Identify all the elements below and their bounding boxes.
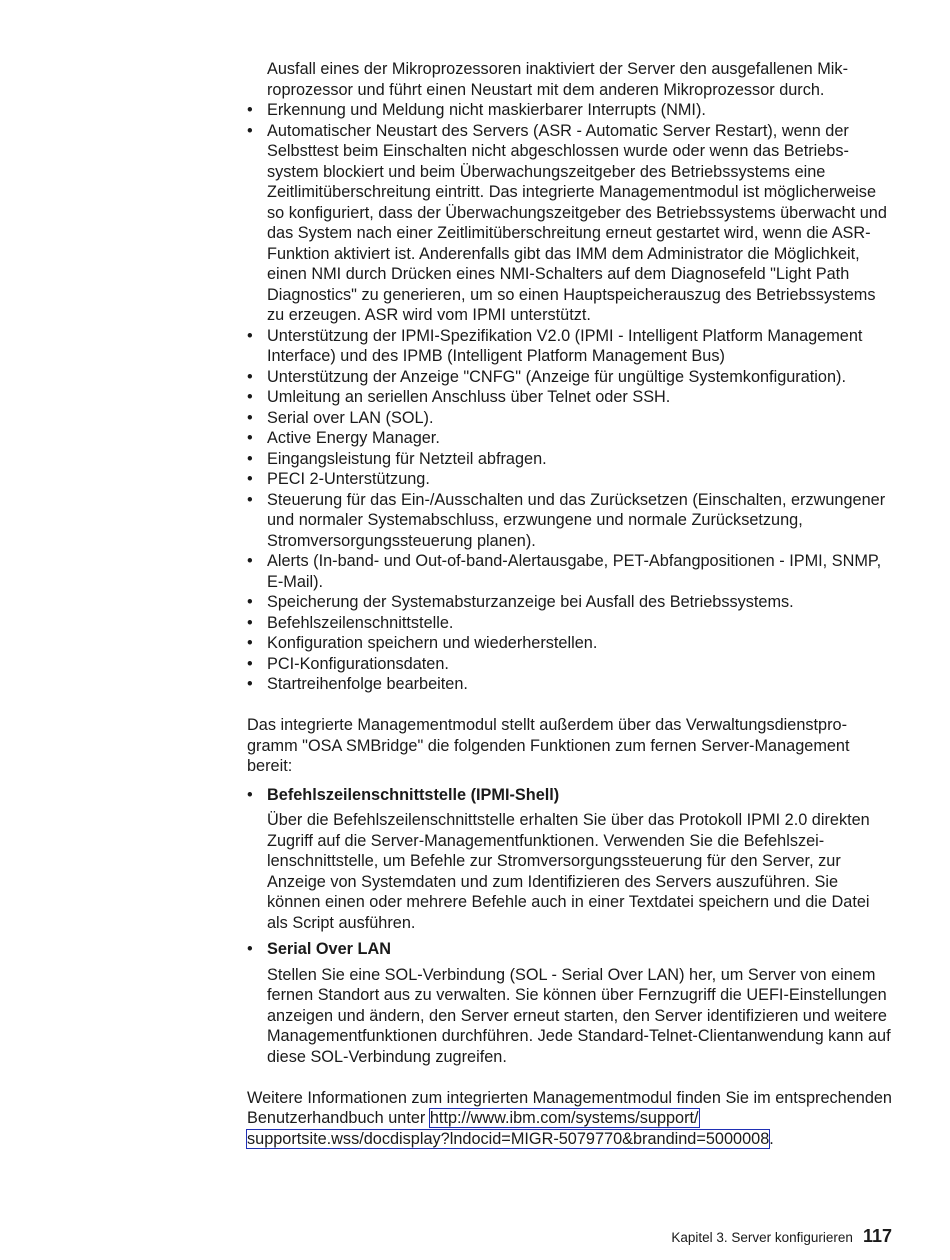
function-item-ipmi-shell	[247, 785, 892, 934]
list-item: • Serial over LAN (SOL).	[247, 408, 892, 429]
support-link-part1[interactable]: http://www.ibm.com/systems/support/	[429, 1109, 699, 1127]
page-number: 117	[862, 1226, 892, 1246]
function-item-serial-over-lan	[247, 939, 892, 1067]
closing-text: Weitere Informationen zum integrierten Managementmodul finden Sie im entsprechenden Benutzerhandbuch unter	[247, 1088, 892, 1127]
list-item: • Active Energy Manager.	[247, 428, 892, 449]
list-item: • Eingangsleistung für Netzteil abfragen.	[247, 449, 892, 470]
document-body	[247, 59, 892, 1149]
list-item: • Erkennung und Meldung nicht maskierbarer Interrupts (NMI).	[247, 100, 892, 121]
closing-paragraph	[247, 1088, 892, 1150]
function-description: Über die Befehlszeilenschnittstelle erhalten Sie über das Protokoll IPMI 2.0 direkten Zugriff auf die Server-Managementfunktionen. Verwenden Sie die Befehlszeilenschnittstelle, um Befehle zur Stromversorgungssteuerung für den Server, zur Anzeige von Systemdaten und zum Identifizieren des Servers auszuführen. Sie können einen oder mehrere Befehle auch in einer Textdatei speichern und die Datei als Script ausführen.	[267, 811, 870, 932]
function-title: • Serial Over LAN	[267, 940, 391, 958]
support-link-part2[interactable]: supportsite.wss/docdisplay?lndocid=MIGR-5079770&brandind=5000008	[247, 1129, 770, 1148]
list-item: • Startreihenfolge bearbeiten.	[247, 674, 892, 695]
closing-period: .	[769, 1129, 774, 1148]
list-item: • Unterstützung der IPMI-Spezifikation V2.0 (IPMI - Intelligent Platform Management Interface) und des IPMB (Intelligent Platform Management Bus)	[247, 326, 892, 367]
list-item: • Automatischer Neustart des Servers (ASR - Automatic Server Restart), wenn der Selbsttest beim Einschalten nicht abgeschlossen wurde oder wenn das Betriebssystem blockiert und beim Überwachungszeitgeber des Betriebssystems eine Zeitlimitüberschreitung eintritt. Das integrierte Managementmodul ist möglicherweise so konfiguriert, dass der Überwachungszeitgeber des Betriebssystems überwacht und das System nach einer Zeitlimitüberschreitung erneut gestartet wird, wenn die ASR-Funktion aktiviert ist. Anderenfalls gibt das IMM dem Administrator die Möglichkeit, einen NMI durch Drücken eines NMI-Schalters auf dem Diagnosefeld "Light Path Diagnostics" zu generieren, um so einen Hauptspeicherauszug des Betriebssystems zu erzeugen. ASR wird vom IPMI unterstützt.	[247, 121, 892, 326]
list-item: • PCI-Konfigurationsdaten.	[247, 654, 892, 675]
list-item: • Unterstützung der Anzeige "CNFG" (Anzeige für ungültige Systemkonfiguration).	[247, 367, 892, 388]
continuation-text: Ausfall eines der Mikroprozessoren inaktiviert der Server den ausgefallenen Mikroprozessor und führt einen Neustart mit dem anderen Mikroprozessor durch.	[267, 60, 848, 99]
intro-paragraph: Das integrierte Managementmodul stellt außerdem über das Verwaltungsdienstprogramm "OSA SMBridge" die folgenden Funktionen zum fernen Server-Management bereit:	[247, 716, 850, 775]
list-item: • Steuerung für das Ein-/Ausschalten und das Zurücksetzen (Einschalten, erzwungener und normaler Systemabschluss, erzwungene und normale Zurücksetzung, Stromversorgungssteuerung planen).	[247, 490, 892, 552]
list-item: • Speicherung der Systemabsturzanzeige bei Ausfall des Betriebssystems.	[247, 592, 892, 613]
feature-list	[247, 100, 892, 695]
chapter-title: Kapitel 3. Server konfigurieren	[671, 1230, 853, 1245]
list-item: • Umleitung an seriellen Anschluss über Telnet oder SSH.	[247, 387, 892, 408]
list-item: • Befehlszeilenschnittstelle.	[247, 613, 892, 634]
list-item: • Alerts (In-band- und Out-of-band-Alertausgabe, PET-Abfangpositionen - IPMI, SNMP, E-Mail).	[247, 551, 892, 592]
function-description: Stellen Sie eine SOL-Verbindung (SOL - Serial Over LAN) her, um Server von einem fernen Standort aus zu verwalten. Sie können über Fernzugriff die UEFI-Einstellungen anzeigen und ändern, den Server erneut starten, den Server identifizieren und weitere Managementfunktionen durchführen. Jede Standard-Telnet-Clientanwendung kann auf diese SOL-Verbindung zugreifen.	[267, 965, 891, 1066]
page-footer	[671, 1226, 892, 1247]
list-item: • Konfiguration speichern und wiederherstellen.	[247, 633, 892, 654]
smbridge-function-list	[247, 785, 892, 1068]
list-item: • PECI 2-Unterstützung.	[247, 469, 892, 490]
function-title: • Befehlszeilenschnittstelle (IPMI-Shell)	[267, 785, 560, 804]
